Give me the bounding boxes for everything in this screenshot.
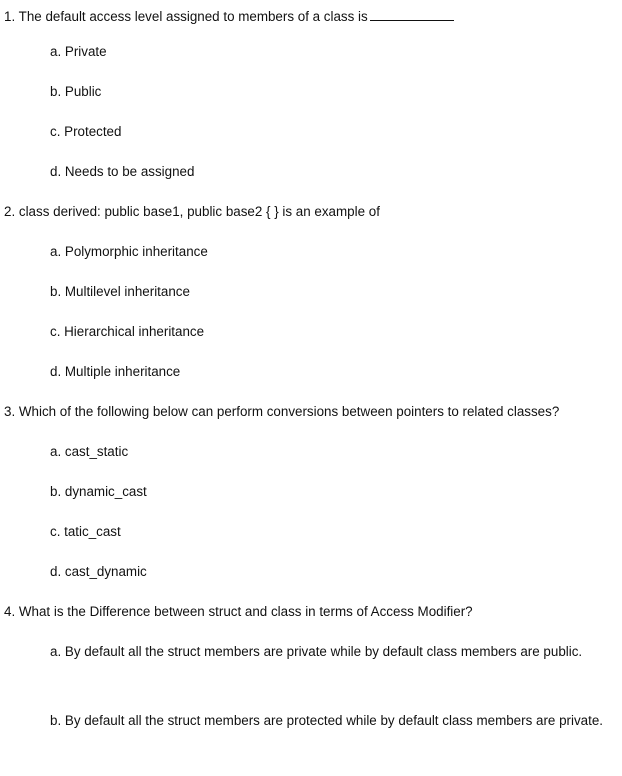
question-2-option-a: a. Polymorphic inheritance — [50, 244, 208, 259]
question-1-text: 1. The default access level assigned to members of a class is — [4, 8, 454, 24]
question-1-option-c: c. Protected — [50, 124, 122, 139]
question-4-option-b: b. By default all the struct members are protected while by default class members are private. — [50, 713, 603, 728]
question-3-option-d: d. cast_dynamic — [50, 564, 147, 579]
question-2-option-b: b. Multilevel inheritance — [50, 284, 190, 299]
question-2-option-c: c. Hierarchical inheritance — [50, 324, 205, 339]
question-3-option-c: c. tatic_cast — [50, 524, 121, 539]
question-1-option-b: b. Public — [50, 84, 102, 99]
question-4-option-a: a. By default all the struct members are private while by default class members are public. — [50, 644, 583, 659]
answer-blank — [370, 8, 454, 21]
question-3-option-a: a. cast_static — [50, 444, 129, 459]
question-1-option-a: a. Private — [50, 44, 107, 59]
question-1-option-d: d. Needs to be assigned — [50, 164, 195, 179]
question-4-text: 4. What is the Difference between struct and class in terms of Access Modifier? — [4, 604, 473, 619]
question-2-option-d: d. Multiple inheritance — [50, 364, 181, 379]
question-3-text: 3. Which of the following below can perform conversions between pointers to related classes? — [4, 404, 560, 419]
question-2-text: 2. class derived: public base1, public base2 { } is an example of — [4, 204, 380, 219]
question-3-option-b: b. dynamic_cast — [50, 484, 147, 499]
